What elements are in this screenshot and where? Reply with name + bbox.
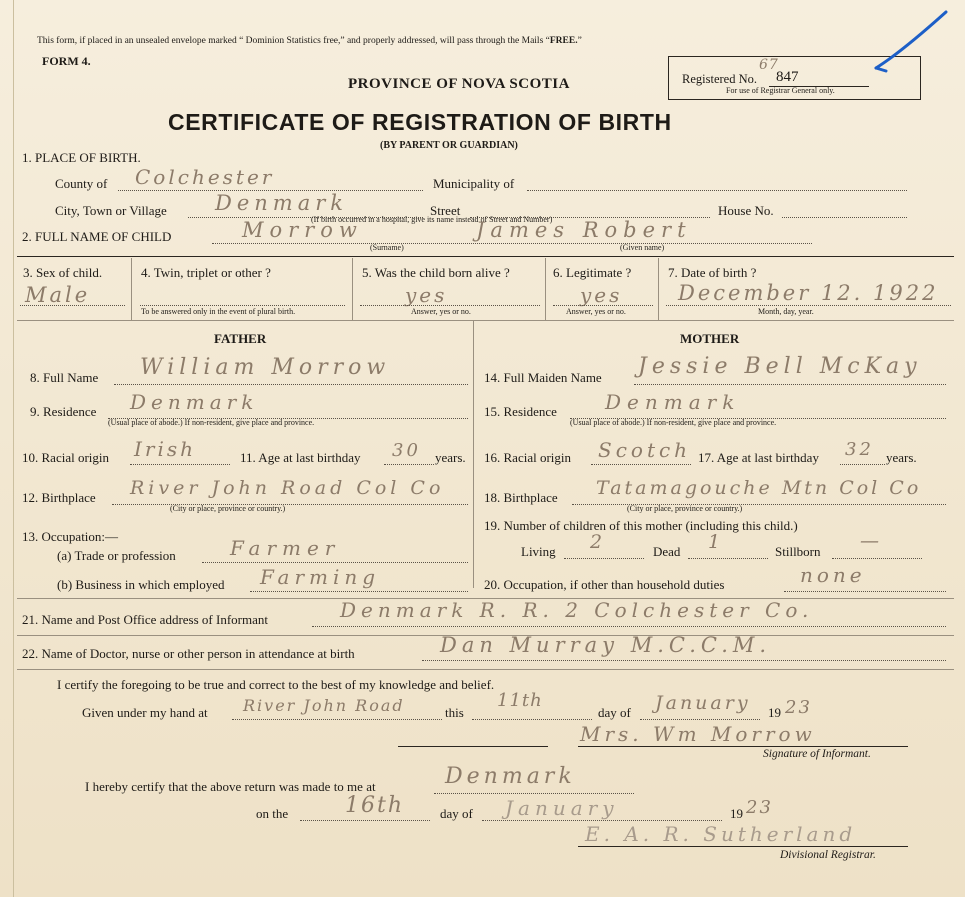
- registrar-caption: Divisional Registrar.: [780, 849, 876, 861]
- mother-residence-label: 15. Residence: [484, 404, 557, 419]
- registered-note: For use of Registrar General only.: [726, 86, 835, 95]
- city-value: Denmark: [215, 191, 348, 215]
- informant-signature: Mrs. Wm Morrow: [580, 722, 816, 746]
- legitimate-label: 6. Legitimate ?: [553, 265, 632, 280]
- sex-label: 3. Sex of child.: [23, 265, 103, 280]
- certify-text: I certify the foregoing to be true and correct to the best of my knowledge and belief.: [57, 677, 495, 692]
- father-residence-value: Denmark: [130, 390, 259, 414]
- registered-number: 847: [776, 69, 799, 85]
- informant-label: 21. Name and Post Office address of Informant: [22, 612, 268, 627]
- doctor-label: 22. Name of Doctor, nurse or other person in attendance at birth: [22, 646, 355, 661]
- father-name-value: William Morrow: [140, 355, 391, 380]
- street-label: Street: [430, 203, 461, 218]
- business-value: Farming: [260, 565, 381, 589]
- registrar-year-value: 23: [746, 797, 773, 818]
- province-heading: PROVINCE OF NOVA SCOTIA: [348, 76, 570, 92]
- this-label: this: [445, 705, 464, 720]
- given-caption: (Given name): [620, 243, 665, 252]
- legitimate-value: yes: [580, 283, 623, 307]
- mother-birthplace-value: Tatamagouche Mtn Col Co: [596, 477, 922, 499]
- father-birthplace-value: River John Road Col Co: [130, 477, 445, 499]
- registrar-dayof-label: day of: [440, 806, 473, 821]
- twin-label: 4. Twin, triplet or other ?: [141, 265, 271, 280]
- mother-years-label: years.: [886, 450, 917, 465]
- father-birthplace-note: (City or place, province or country.): [170, 504, 286, 513]
- mother-name-label: 14. Full Maiden Name: [484, 370, 602, 385]
- form-number: FORM 4.: [42, 54, 91, 68]
- mother-name-value: Jessie Bell McKay: [638, 354, 922, 379]
- county-label: County of: [55, 176, 108, 191]
- house-label: House No.: [718, 203, 774, 218]
- father-racial-label: 10. Racial origin: [22, 450, 110, 465]
- informant-signature-caption: Signature of Informant.: [763, 748, 871, 760]
- trade-value: Farmer: [230, 536, 341, 560]
- checkmark-icon: [872, 8, 952, 78]
- surname-caption: (Surname): [370, 243, 404, 252]
- alive-value: yes: [405, 283, 448, 307]
- doctor-value: Dan Murray M.C.C.M.: [440, 633, 772, 657]
- alive-note: Answer, yes or no.: [411, 307, 471, 316]
- registrar-signature: E. A. R. Sutherland: [585, 822, 857, 846]
- living-label: Living: [521, 544, 556, 559]
- father-age-label: 11. Age at last birthday: [240, 450, 361, 465]
- dob-note: Month, day, year.: [758, 307, 814, 316]
- registrar-day-value: 16th: [345, 793, 405, 818]
- father-residence-label: 9. Residence: [30, 404, 97, 419]
- father-heading: FATHER: [214, 331, 267, 346]
- mother-occupation-label: 20. Occupation, if other than household duties: [484, 577, 725, 592]
- informant-value: Denmark R. R. 2 Colchester Co.: [340, 598, 814, 622]
- registered-label: Registered No.: [682, 72, 757, 86]
- twin-note: To be answered only in the event of plural birth.: [141, 307, 296, 316]
- given-place-value: River John Road: [243, 696, 405, 715]
- certificate-subtitle: (BY PARENT OR GUARDIAN): [380, 140, 518, 151]
- sex-value: Male: [25, 283, 91, 307]
- dead-label: Dead: [653, 544, 681, 559]
- father-racial-value: Irish: [134, 437, 197, 461]
- registered-handwritten-prefix: 67: [759, 57, 779, 73]
- father-residence-note: (Usual place of abode.) If non-resident, give place and province.: [108, 418, 315, 427]
- alive-label: 5. Was the child born alive ?: [362, 265, 510, 280]
- given-month-value: January: [655, 692, 751, 714]
- mother-residence-value: Denmark: [605, 390, 741, 414]
- dob-label: 7. Date of birth ?: [668, 265, 757, 280]
- given-year-prefix: 19: [768, 705, 781, 720]
- registrar-place-value: Denmark: [445, 764, 576, 789]
- legitimate-note: Answer, yes or no.: [566, 307, 626, 316]
- mother-birthplace-label: 18. Birthplace: [484, 490, 558, 505]
- mother-occupation-value: none: [800, 563, 866, 587]
- place-heading: 1. PLACE OF BIRTH.: [22, 150, 141, 165]
- city-label: City, Town or Village: [55, 203, 167, 218]
- mother-birthplace-note: (City or place, province or country.): [627, 504, 743, 513]
- given-label: Given under my hand at: [82, 705, 208, 720]
- trade-label: (a) Trade or profession: [57, 548, 176, 563]
- registrar-text: I hereby certify that the above return was made to me at: [85, 779, 376, 794]
- stillborn-value: —: [860, 530, 882, 552]
- business-label: (b) Business in which employed: [57, 577, 225, 592]
- child-label: 2. FULL NAME OF CHILD: [22, 229, 172, 244]
- county-value: Colchester: [135, 165, 275, 189]
- children-label: 19. Number of children of this mother (including this child.): [484, 518, 798, 533]
- mother-heading: MOTHER: [680, 331, 740, 346]
- mother-racial-label: 16. Racial origin: [484, 450, 572, 465]
- stillborn-label: Stillborn: [775, 544, 821, 559]
- left-margin-line: [13, 0, 14, 897]
- registrar-month-value: January: [505, 796, 619, 820]
- child-given-name: James Robert: [476, 218, 692, 242]
- hospital-note: (If birth occurred in a hospital, give its name instead of Street and Number): [311, 215, 553, 224]
- mail-notice: This form, if placed in an unsealed envelope marked “ Dominion Statistics free,” and properly addressed, will pass through the Mails “FREE.”: [37, 36, 582, 46]
- living-value: 2: [590, 531, 606, 553]
- registrar-year-prefix: 19: [730, 806, 743, 821]
- certificate-title: CERTIFICATE OF REGISTRATION OF BIRTH: [168, 109, 672, 135]
- father-occupation-label: 13. Occupation:—: [22, 529, 119, 544]
- father-age-value: 30: [392, 440, 421, 461]
- given-day-value: 11th: [497, 690, 543, 711]
- given-year-value: 23: [785, 697, 812, 718]
- given-dayof-label: day of: [598, 705, 631, 720]
- father-years-label: years.: [435, 450, 466, 465]
- dead-value: 1: [708, 531, 724, 553]
- mother-residence-note: (Usual place of abode.) If non-resident, give place and province.: [570, 418, 777, 427]
- father-birthplace-label: 12. Birthplace: [22, 490, 96, 505]
- dob-value: December 12. 1922: [678, 281, 939, 305]
- mother-age-value: 32: [845, 439, 874, 460]
- municipality-label: Municipality of: [433, 176, 515, 191]
- father-name-label: 8. Full Name: [30, 370, 99, 385]
- mother-age-label: 17. Age at last birthday: [698, 450, 819, 465]
- on-the-label: on the: [256, 806, 289, 821]
- child-surname: Morrow: [242, 218, 363, 242]
- mother-racial-value: Scotch: [598, 438, 692, 462]
